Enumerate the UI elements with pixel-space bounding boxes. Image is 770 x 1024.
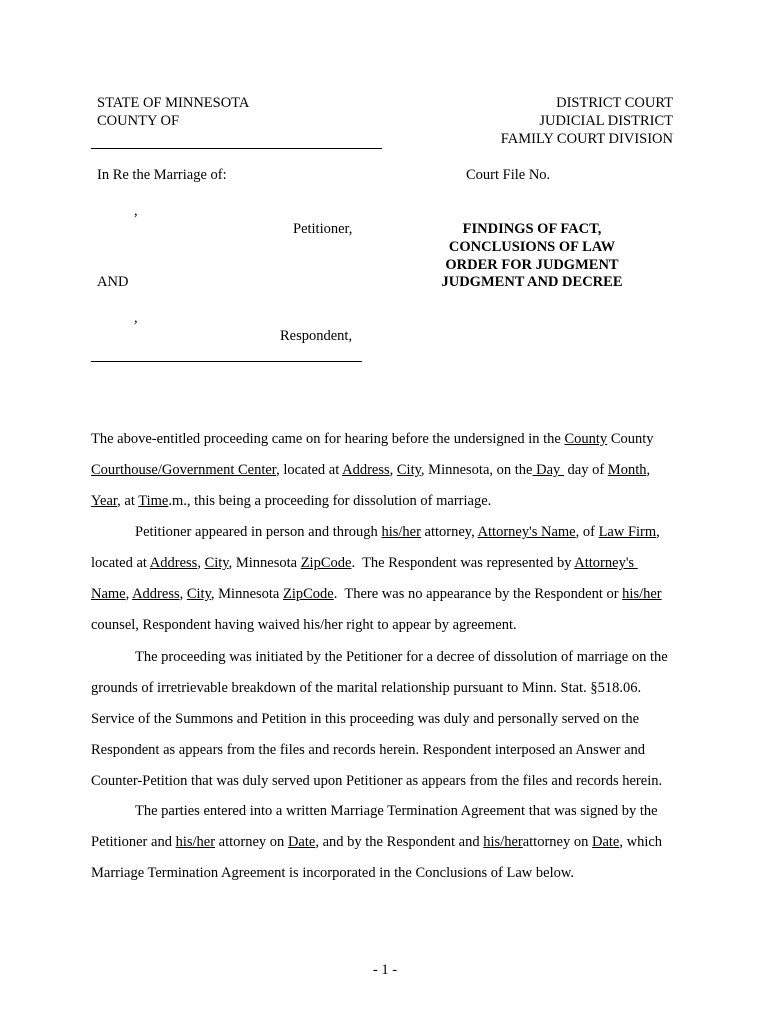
doc-title-line-4: JUDGMENT AND DECREE xyxy=(441,274,623,290)
petitioner-label: Petitioner, xyxy=(293,221,353,237)
pronoun-field: his/her xyxy=(622,586,662,602)
day-field: Day xyxy=(532,462,564,478)
attorney-name-field: Attorney's Name xyxy=(477,524,576,540)
law-firm-field: Law Firm xyxy=(598,524,657,540)
city-field: City xyxy=(204,555,229,571)
body-line: Petitioner and his/her attorney on Date, and by the Respondent and his/herattorney on Date, which xyxy=(91,834,663,850)
courthouse-field: Courthouse/Government Center xyxy=(91,462,277,478)
pronoun-field: his/her xyxy=(175,834,216,850)
zipcode-field: ZipCode xyxy=(283,586,334,602)
body-line: Courthouse/Government Center, located at Address, City, Minnesota, on the Day day of Month, xyxy=(91,462,651,478)
address-field: Address xyxy=(149,555,198,571)
address-field: Address xyxy=(342,462,390,478)
pronoun-field: his/her xyxy=(483,834,523,850)
county-rule xyxy=(91,148,382,149)
body-line: Name, Address, City, Minnesota ZipCode. There was no appearance by the Respondent or his/her xyxy=(91,586,662,602)
court-file-number: Court File No. xyxy=(466,167,551,183)
body-line: The proceeding was initiated by the Petitioner for a decree of dissolution of marriage on the xyxy=(135,649,668,665)
caption-rule xyxy=(91,361,362,362)
body-line: grounds of irretrievable breakdown of the marital relationship pursuant to Minn. Stat. §518.06. xyxy=(91,680,642,696)
body-line: located at Address, City, Minnesota ZipCode. The Respondent was represented by Attorney's xyxy=(91,555,638,571)
city-field: City xyxy=(396,462,421,478)
doc-title-line-3: ORDER FOR JUDGMENT xyxy=(445,257,619,273)
respondent-name-blank: , xyxy=(134,310,138,326)
body-line: counsel, Respondent having waived his/her right to appear by agreement. xyxy=(91,617,517,633)
judicial-district: JUDICIAL DISTRICT xyxy=(539,113,673,129)
address-field: Address xyxy=(132,586,180,602)
date-field: Date xyxy=(591,834,620,850)
city-field: City xyxy=(186,586,211,602)
body-line: Petitioner appeared in person and through his/her attorney, Attorney's Name, of Law Firm, xyxy=(135,524,660,540)
body-line: Counter-Petition that was duly served upon Petitioner as appears from the files and records herein. xyxy=(91,773,663,789)
body-line: Year, at Time.m., this being a proceeding for dissolution of marriage. xyxy=(91,493,492,509)
doc-title-line-2: CONCLUSIONS OF LAW xyxy=(448,239,616,255)
body-line: Marriage Termination Agreement is incorporated in the Conclusions of Law below. xyxy=(91,865,574,881)
year-field: Year xyxy=(91,493,118,509)
time-field: Time xyxy=(138,493,169,509)
page-number: - 1 - xyxy=(372,962,398,978)
court-name: DISTRICT COURT xyxy=(556,95,673,111)
state-name: STATE OF MINNESOTA xyxy=(97,95,250,111)
body-line: The above-entitled proceeding came on for hearing before the undersigned in the County County xyxy=(91,431,654,447)
court-division: FAMILY COURT DIVISION xyxy=(500,131,673,147)
month-field: Month xyxy=(607,462,647,478)
respondent-label: Respondent, xyxy=(280,328,353,344)
attorney-name-field: Name xyxy=(91,586,126,602)
body-line: The parties entered into a written Marriage Termination Agreement that was signed by the xyxy=(135,803,658,819)
zipcode-field: ZipCode xyxy=(300,555,352,571)
body-line: Respondent as appears from the files and records herein. Respondent interposed an Answer and xyxy=(91,742,646,758)
pronoun-field: his/her xyxy=(381,524,421,540)
date-field: Date xyxy=(287,834,316,850)
and-label: AND xyxy=(97,274,129,290)
doc-title-line-1: FINDINGS OF FACT, xyxy=(462,221,602,237)
body-line: Service of the Summons and Petition in this proceeding was duly and personally served on the xyxy=(91,711,640,727)
county-label: COUNTY OF xyxy=(97,113,180,129)
county-field: County xyxy=(564,431,608,447)
in-re-label: In Re the Marriage of: xyxy=(97,167,227,183)
attorney-name-field: Attorney's xyxy=(574,555,638,571)
petitioner-name-blank: , xyxy=(134,203,138,219)
